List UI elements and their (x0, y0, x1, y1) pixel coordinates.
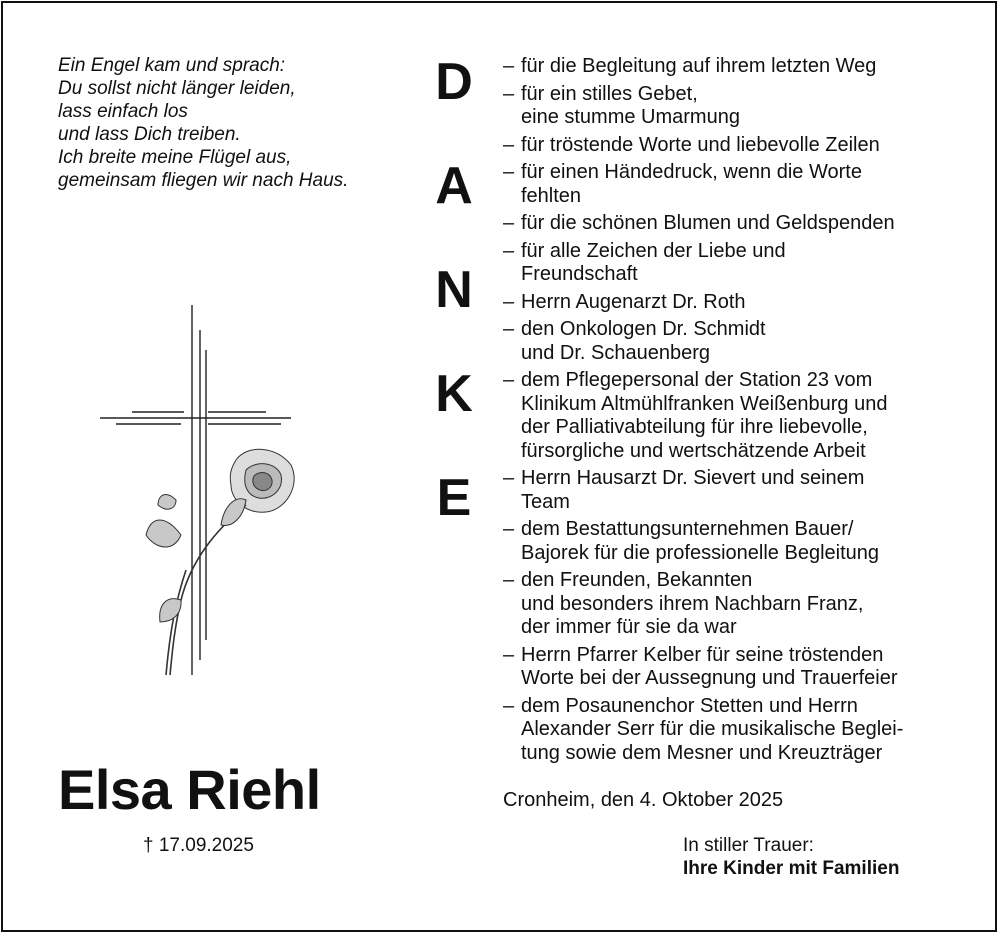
dash-bullet: – (503, 239, 515, 262)
thanks-line: fürsorgliche und wertschätzende Arbeit (521, 439, 866, 462)
thanks-item (503, 161, 983, 208)
thanks-line: eine stumme Umarmung (521, 106, 740, 128)
danke-letter: N (435, 261, 473, 319)
dash-bullet: – (503, 643, 515, 666)
poem-line: Ein Engel kam und sprach: (58, 55, 286, 76)
thanks-line: für ein stilles Gebet, (521, 82, 698, 105)
thanks-line: für alle Zeichen der Liebe und (521, 239, 786, 262)
thanks-item (503, 212, 983, 236)
thanks-item (503, 369, 983, 463)
poem-line: Du sollst nicht länger leiden, (58, 78, 296, 99)
thanks-item (503, 569, 983, 640)
thanks-line: dem Bestattungsunternehmen Bauer/ (521, 518, 854, 540)
poem-line: gemeinsam fliegen wir nach Haus. (58, 170, 349, 191)
thanks-item (503, 318, 983, 365)
danke-letter: K (435, 365, 473, 423)
thanks-line: tung sowie dem Mesner und Kreuzträger (521, 741, 883, 764)
thanks-item (503, 134, 983, 158)
thanks-item (503, 240, 983, 287)
thanks-line: und Dr. Schauenberg (521, 341, 711, 364)
thanks-item (503, 518, 983, 565)
poem (58, 54, 348, 192)
thanks-item (503, 291, 983, 315)
danke-letter: A (435, 157, 473, 215)
danke-letter: D (435, 53, 473, 111)
dash-bullet: – (503, 518, 515, 540)
place-date: Cronheim, den 4. Oktober 2025 (503, 789, 784, 811)
dash-bullet: – (503, 133, 515, 156)
thanks-list (503, 55, 983, 769)
thanks-line: Klinikum Altmühlfranken Weißenburg und (521, 392, 888, 415)
signature-intro: In stiller Trauer: (683, 835, 814, 856)
dash-bullet: – (503, 161, 515, 183)
thanks-item (503, 695, 983, 766)
thanks-line: Herrn Hausarzt Dr. Sievert und seinem (521, 467, 865, 489)
dash-bullet: – (503, 694, 515, 717)
thanks-line: für einen Händedruck, wenn die Worte (521, 161, 862, 183)
thanks-line: für die Begleitung auf ihrem letzten Weg (521, 55, 877, 77)
dash-bullet: – (503, 290, 515, 313)
poem-line: Ich breite meine Flügel aus, (58, 147, 292, 168)
thanks-line: Team (521, 490, 570, 513)
danke-letter: E (436, 469, 472, 527)
thanks-line: dem Posaunenchor Stetten und Herrn (521, 694, 858, 717)
thanks-line: Bajorek für die professionelle Begleitung (521, 541, 879, 564)
poem-line: und lass Dich treiben. (58, 124, 241, 145)
dash-bullet: – (503, 467, 515, 489)
dash-bullet: – (503, 569, 515, 591)
thanks-line: der Palliativabteilung für ihre liebevolle, (521, 416, 868, 438)
thanks-line: für tröstende Worte und liebevolle Zeilen (521, 133, 880, 156)
dash-bullet: – (503, 82, 515, 105)
poem-line: lass einfach los (58, 101, 188, 122)
death-date: † 17.09.2025 (143, 835, 254, 856)
thanks-line: Herrn Pfarrer Kelber für seine tröstenden (521, 643, 884, 666)
thanks-line: Worte bei der Aussegnung und Trauerfeier (521, 667, 898, 689)
thanks-line: den Freunden, Bekannten (521, 569, 753, 591)
thanks-line: für die schönen Blumen und Geldspenden (521, 212, 895, 234)
dash-bullet: – (503, 212, 515, 234)
thanks-line: Alexander Serr für die musikalische Beglei- (521, 718, 904, 740)
dash-bullet: – (503, 318, 515, 340)
thanks-item (503, 83, 983, 130)
signature-names: Ihre Kinder mit Familien (683, 858, 900, 879)
thanks-line: der immer für sie da war (521, 616, 737, 638)
thanks-line: und besonders ihrem Nachbarn Franz, (521, 592, 864, 615)
thanks-item (503, 644, 983, 691)
thanks-line: fehlten (521, 184, 582, 207)
thanks-item (503, 55, 983, 79)
thanks-line: Freundschaft (521, 263, 638, 285)
thanks-line: Herrn Augenarzt Dr. Roth (521, 290, 746, 313)
dash-bullet: – (503, 55, 515, 77)
dash-bullet: – (503, 369, 515, 391)
thanks-item (503, 467, 983, 514)
thanks-line: dem Pflegepersonal der Station 23 vom (521, 369, 873, 391)
cross-with-rose-icon (96, 300, 296, 680)
thanks-line: den Onkologen Dr. Schmidt (521, 318, 766, 340)
deceased-name: Elsa Riehl (58, 758, 321, 821)
